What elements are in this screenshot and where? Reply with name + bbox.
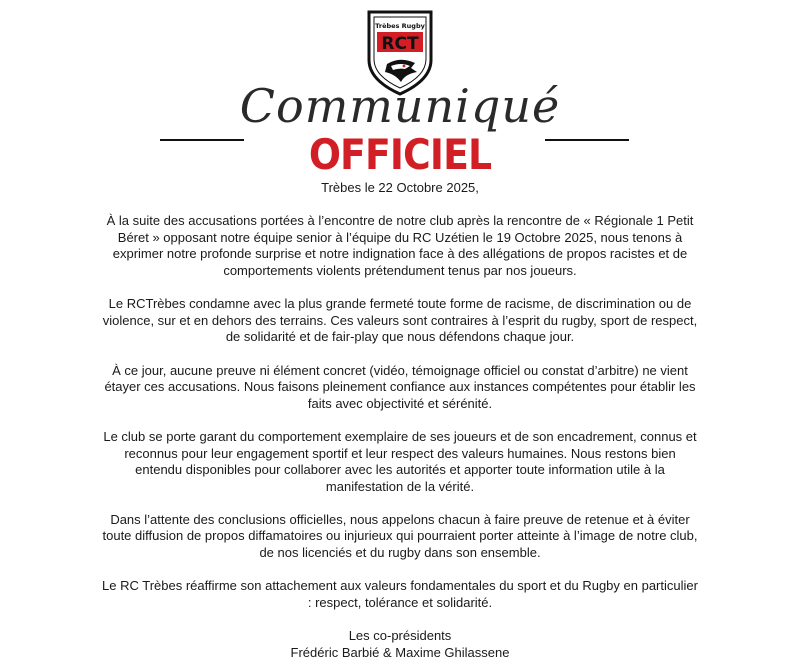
script-title: Communiqué	[239, 79, 561, 133]
paragraph: Le RC Trèbes réaffirme son attachement aux valeurs fondamentales du sport et du Rugby en particulier : respect, tolérance et solidarité.	[102, 578, 698, 610]
paragraph: À ce jour, aucune preuve ni élément concret (vidéo, témoignage officiel ou constat d’arbitre) ne vient étayer ces accusations. Nous faisons pleinement confiance aux instances compétentes pour établir les faits avec objectivité et sérénité.	[104, 362, 696, 411]
communique-body	[100, 180, 700, 661]
dateline: Trèbes le 22 Octobre 2025,	[321, 180, 479, 195]
logo-initials: RCT	[381, 34, 419, 54]
paragraph: À la suite des accusations portées à l’encontre de notre club après la rencontre de « Régionale 1 Petit Béret » opposant notre équipe senior à l’équipe du RC Uzétien le 19 Octobre 2025, nous tenons à exprimer notre profonde surprise et notre indignation face à des allégations de propos racistes et de comportements violents prétendument tenus par nos joueurs.	[106, 213, 694, 278]
signature-role: Les co-présidents	[348, 628, 452, 644]
main-title: OFFICIEL	[308, 130, 492, 179]
signature	[100, 628, 700, 661]
paragraph: Dans l’attente des conclusions officielles, nous appelons chacun à faire preuve de retenue et à éviter toute diffusion de propos diffamatoires ou injurieux qui pourraient porter atteinte à l’image de notre club, de nos licenciés et du rugby dans son ensemble.	[102, 511, 698, 561]
logo-club-text: Trèbes Rugby	[375, 22, 425, 30]
paragraph: Le RCTrèbes condamne avec la plus grande fermeté toute forme de racisme, de discrimination ou de violence, sur et en dehors des terrains. Ces valeurs sont contraires à l’esprit du rugby, sport de respect, de solidarité et de fair-play que nous défendons chaque jour.	[102, 296, 698, 345]
signature-names: Frédéric Barbié & Maxime Ghilassene	[290, 644, 510, 660]
paragraph: Le club se porte garant du comportement exemplaire de ses joueurs et de son encadrement, connus et reconnus pour leur engagement sportif et leur respect des valeurs humaines. Nous restons bien entendu disponibles pour collaborer avec les autorités et apporter toute information utile à la manifestation de la vérité.	[103, 428, 697, 494]
